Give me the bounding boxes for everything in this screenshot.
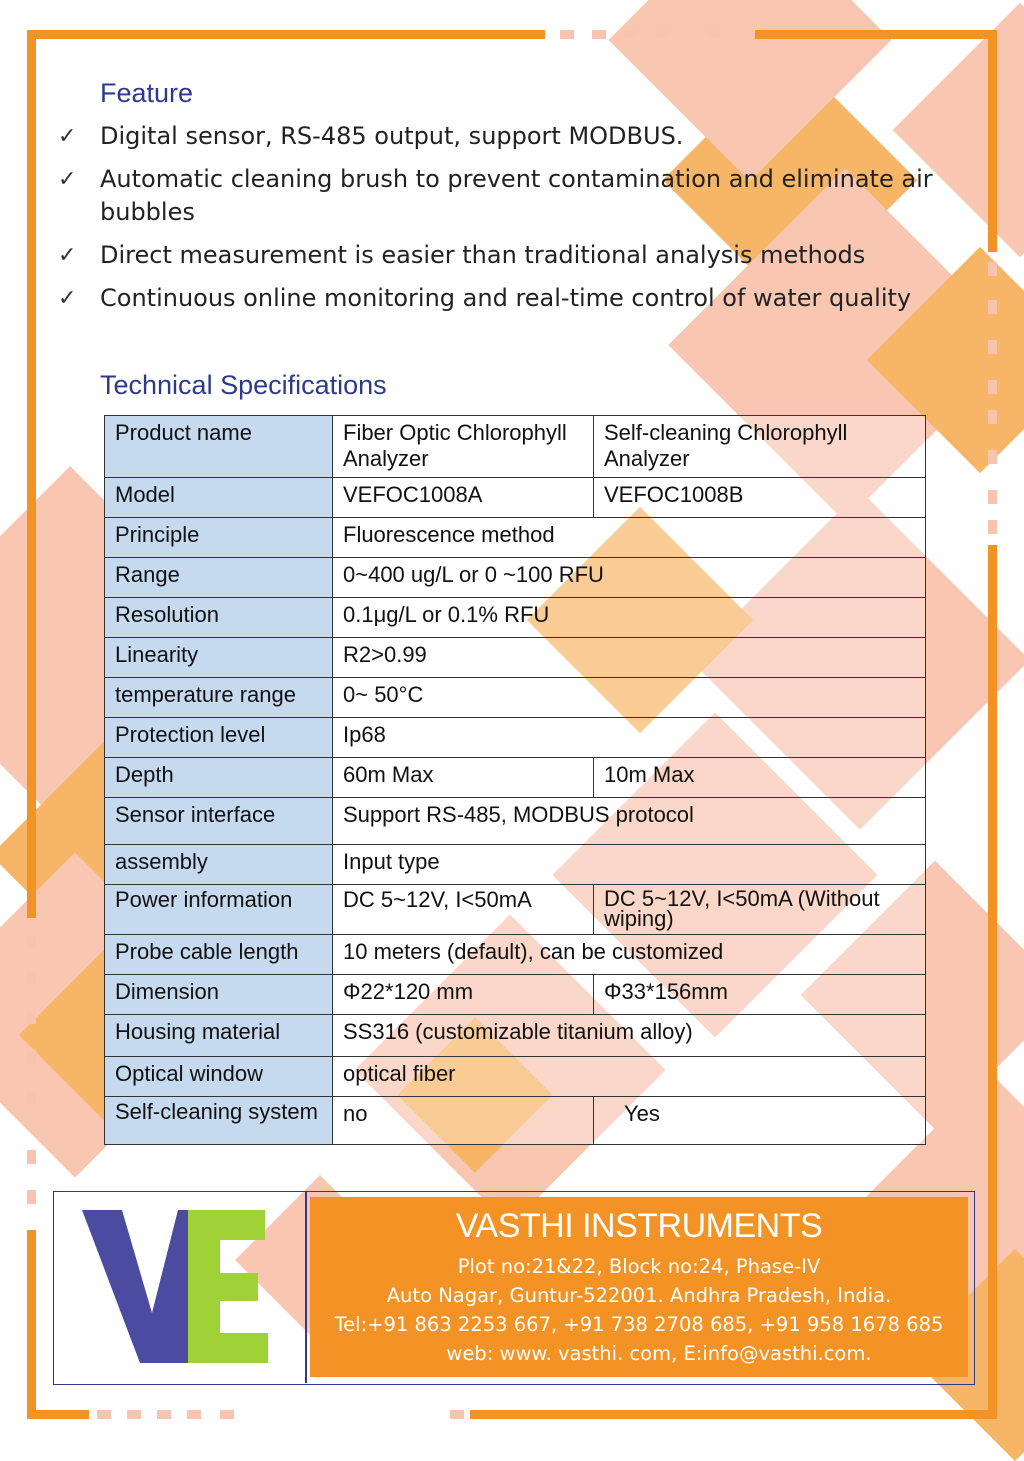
contact-panel bbox=[310, 1197, 968, 1377]
table-row bbox=[105, 798, 926, 845]
spec-table bbox=[104, 415, 926, 1145]
table-row bbox=[105, 558, 926, 598]
row-label: Protection level bbox=[105, 718, 333, 758]
company-name: VASTHI INSTRUMENTS bbox=[455, 1207, 823, 1245]
row-label: Model bbox=[105, 478, 333, 518]
row-label: Housing material bbox=[105, 1015, 333, 1057]
row-label: Probe cable length bbox=[105, 935, 333, 975]
cell-value: DC 5~12V, I<50mA (Without wiping) bbox=[594, 885, 926, 935]
row-label: Resolution bbox=[105, 598, 333, 638]
list-item: ✓ Automatic cleaning brush to prevent contamination and eliminate air bubbles bbox=[58, 165, 933, 226]
cell-value: 0~ 50°C bbox=[333, 678, 926, 718]
cell-value: Support RS-485, MODBUS protocol bbox=[333, 798, 926, 845]
row-label: Depth bbox=[105, 758, 333, 798]
cell-value: Fluorescence method bbox=[333, 518, 926, 558]
table-row bbox=[105, 1097, 926, 1145]
specs-heading: Technical Specifications bbox=[100, 370, 387, 400]
table-row bbox=[105, 758, 926, 798]
row-label: Self-cleaning system bbox=[105, 1097, 333, 1145]
cell-value: 10m Max bbox=[594, 758, 926, 798]
row-label: Sensor interface bbox=[105, 798, 333, 845]
check-icon: ✓ bbox=[58, 286, 77, 311]
cell-value: 60m Max bbox=[333, 758, 594, 798]
table-row bbox=[105, 678, 926, 718]
row-label: Optical window bbox=[105, 1057, 333, 1097]
address-line: Plot no:21&22, Block no:24, Phase-IV bbox=[457, 1255, 821, 1278]
cell-value: Φ22*120 mm bbox=[333, 975, 594, 1015]
check-icon: ✓ bbox=[58, 243, 77, 268]
cell-value: Self-cleaning Chlorophyll Analyzer bbox=[594, 416, 926, 478]
footer-divider bbox=[305, 1191, 307, 1383]
table-row bbox=[105, 885, 926, 935]
table-row bbox=[105, 1057, 926, 1097]
cell-value: Input type bbox=[333, 845, 926, 885]
feature-heading: Feature bbox=[100, 78, 194, 108]
table-row bbox=[105, 416, 926, 478]
table-row bbox=[105, 718, 926, 758]
check-icon: ✓ bbox=[58, 124, 77, 149]
cell-value: 0.1μg/L or 0.1% RFU bbox=[333, 598, 926, 638]
cell-value: VEFOC1008B bbox=[594, 478, 926, 518]
company-logo bbox=[60, 1195, 300, 1375]
cell-value: Ip68 bbox=[333, 718, 926, 758]
table-row bbox=[105, 845, 926, 885]
feature-list bbox=[58, 120, 938, 325]
table-row bbox=[105, 935, 926, 975]
row-label: temperature range bbox=[105, 678, 333, 718]
row-label: Power information bbox=[105, 885, 333, 935]
row-label: assembly bbox=[105, 845, 333, 885]
cell-value: 10 meters (default), can be customized bbox=[333, 935, 926, 975]
address-line: Auto Nagar, Guntur-522001. Andhra Pradesh, India. bbox=[386, 1284, 892, 1307]
cell-value: optical fiber bbox=[333, 1057, 926, 1097]
cell-value: Fiber Optic Chlorophyll Analyzer bbox=[333, 416, 594, 478]
table-row bbox=[105, 975, 926, 1015]
cell-value: DC 5~12V, I<50mA bbox=[333, 885, 594, 935]
table-row bbox=[105, 518, 926, 558]
row-label: Dimension bbox=[105, 975, 333, 1015]
cell-value: SS316 (customizable titanium alloy) bbox=[333, 1015, 926, 1057]
row-label: Range bbox=[105, 558, 333, 598]
phone-line: Tel:+91 863 2253 667, +91 738 2708 685, +91 958 1678 685 bbox=[334, 1313, 944, 1336]
web-line[interactable]: web: www. vasthi. com, E:info@vasthi.com. bbox=[446, 1342, 872, 1365]
cell-value: Yes bbox=[594, 1097, 926, 1145]
cell-value: 0~400 ug/L or 0 ~100 RFU bbox=[333, 558, 926, 598]
cell-value: Φ33*156mm bbox=[594, 975, 926, 1015]
cell-value: VEFOC1008A bbox=[333, 478, 594, 518]
table-row bbox=[105, 598, 926, 638]
cell-value: R2>0.99 bbox=[333, 638, 926, 678]
row-label: Linearity bbox=[105, 638, 333, 678]
list-item: ✓ Direct measurement is easier than traditional analysis methods bbox=[58, 239, 938, 272]
check-icon: ✓ bbox=[58, 167, 77, 192]
cell-value: no bbox=[333, 1097, 594, 1145]
row-label: Principle bbox=[105, 518, 333, 558]
table-row bbox=[105, 1015, 926, 1057]
list-item: ✓ Digital sensor, RS-485 output, support MODBUS. bbox=[58, 120, 938, 153]
table-row bbox=[105, 638, 926, 678]
row-label: Product name bbox=[105, 416, 333, 478]
table-row bbox=[105, 478, 926, 518]
list-item: ✓ Continuous online monitoring and real-time control of water quality bbox=[58, 282, 938, 315]
